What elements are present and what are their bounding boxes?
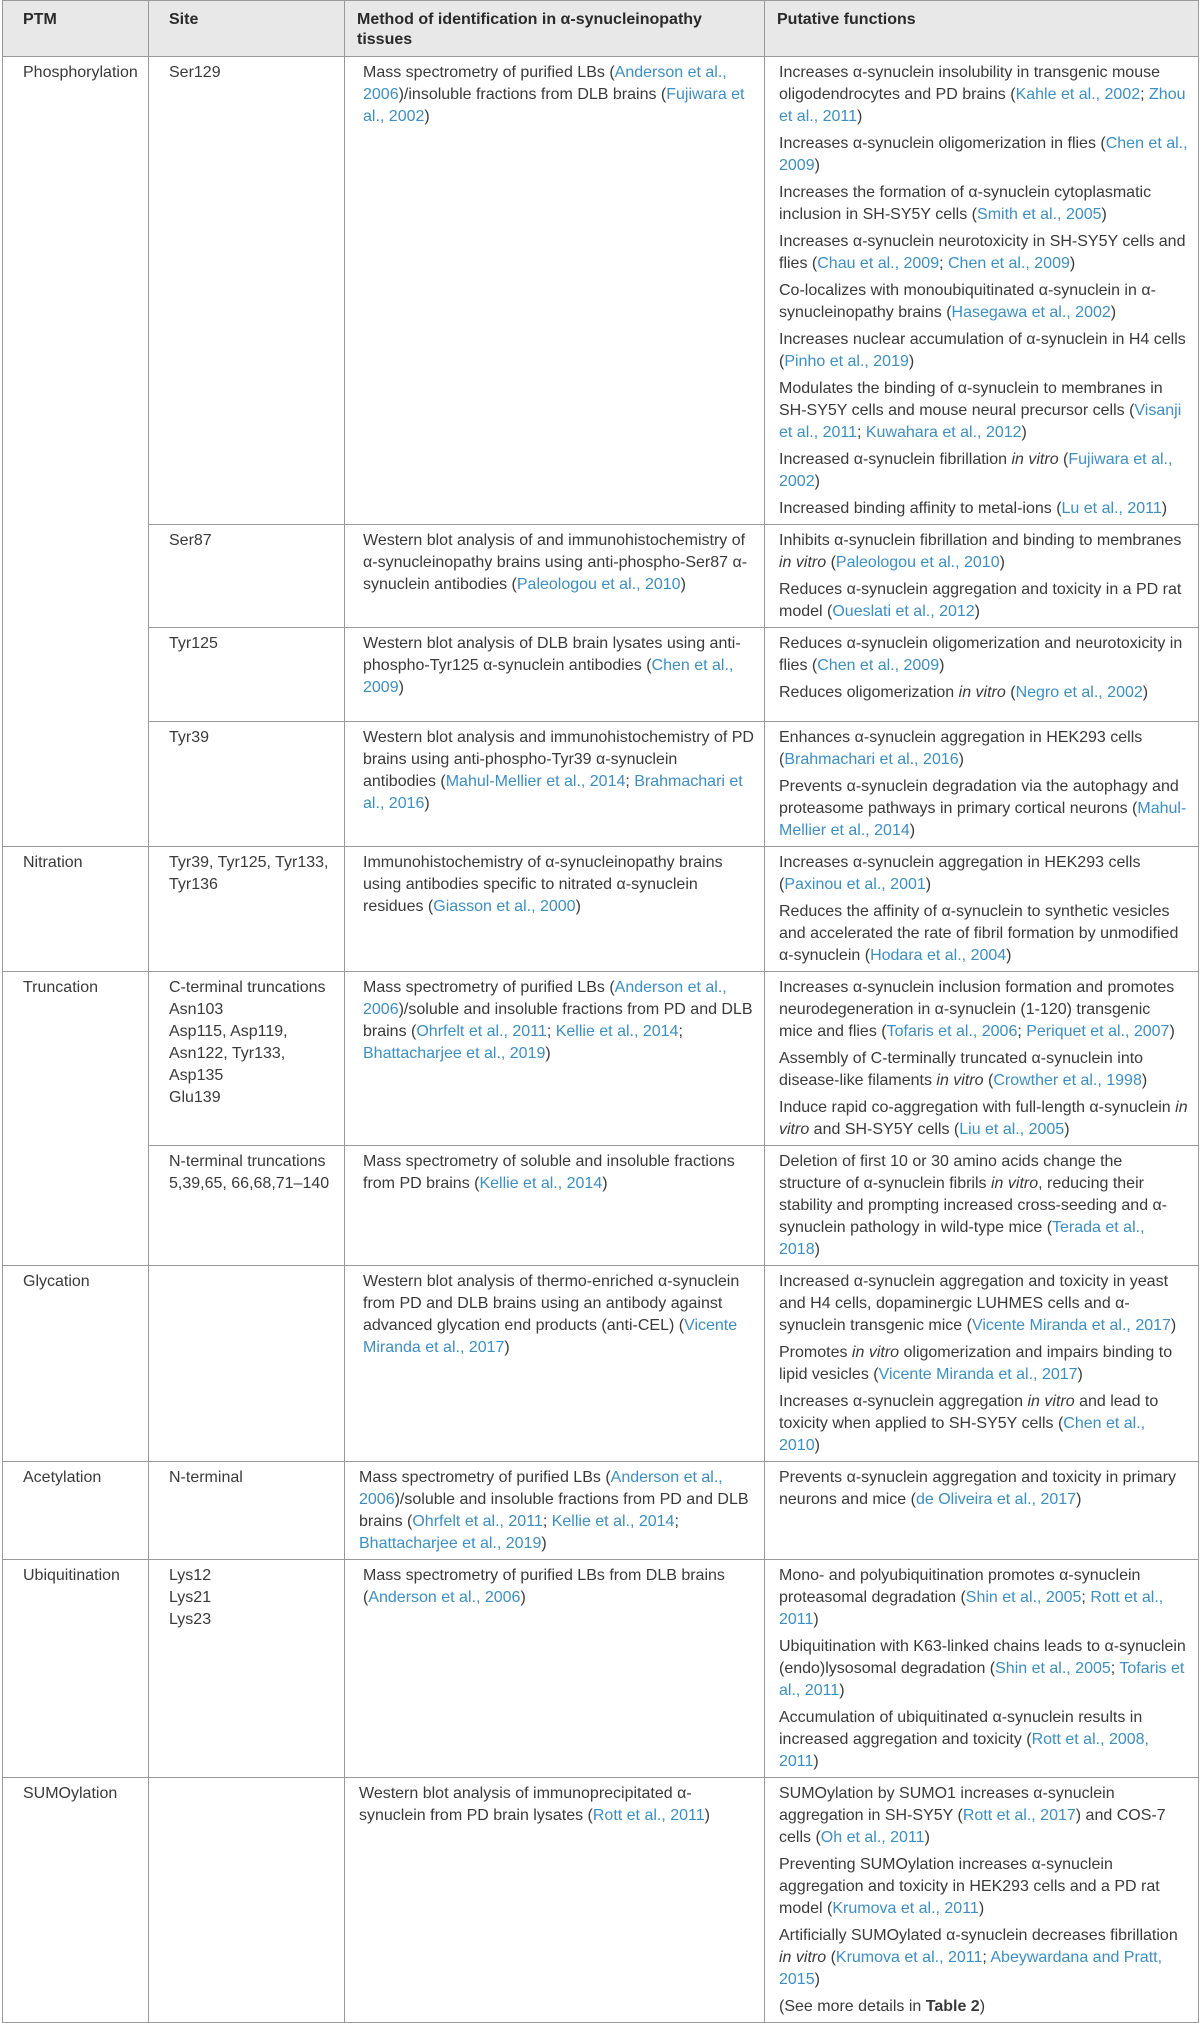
cell-text: ) [398,679,404,696]
cell-text: ) and COS-7 cells ( [779,1807,1166,1846]
cell-text: Prevents α-synuclein degradation via the autophagy and proteasome pathways in primary cortical neurons ( [779,778,1179,817]
cell-text: Increased α-synuclein aggregation and toxicity in yeast and H4 cells, dopaminergic LUHMES cells and α-synuclein transgenic mice ( [779,1273,1169,1334]
cell-text: Western blot analysis of DLB brain lysates using anti-phospho-Tyr125 α-synuclein antibodies ( [363,635,741,674]
cell-text: ; [674,1513,679,1530]
function-item [779,1048,1188,1092]
cell-text: ; [856,424,866,441]
citation[interactable]: Pinho et al., 2019 [784,353,909,370]
cell-text: oligomerization and impairs binding to lipid vesicles ( [779,1344,1173,1383]
cell-text: Preventing SUMOylation increases α-synuclein aggregation and toxicity in HEK293 cells and a PD rat model ( [779,1856,1160,1917]
cell-text: ) [814,1241,820,1258]
cell-text: ( [983,1072,994,1089]
cell-text: ) [545,1045,551,1062]
citation[interactable]: Paleologou et al., 2010 [516,576,681,593]
cell-text: ) [575,898,581,915]
citation[interactable]: Ohrfelt et al., 2011 [412,1513,543,1530]
cell-text: Increases α-synuclein aggregation [779,1393,1028,1410]
functions-cell [765,722,1199,847]
citation[interactable]: Krumova et al., 2011 [832,1900,979,1917]
cell-text: Mono- and polyubiquitination promotes α-synuclein proteasomal degradation ( [779,1567,1141,1606]
method-cell [345,1462,765,1560]
functions-cell [765,1560,1199,1778]
citation[interactable]: Chen et al., 2009 [779,135,1188,174]
cell-text: Enhances α-synuclein aggregation in HEK293 cells ( [779,729,1143,768]
ptm-cell: SUMOylation [3,1778,149,2023]
header-site: Site [149,1,345,57]
functions-cell [765,1146,1199,1266]
citation[interactable]: Fujiwara et al., 2002 [363,86,745,125]
function-item [779,1271,1188,1337]
citation[interactable]: Krumova et al., 2011 [835,1949,983,1966]
citation[interactable]: Kahle et al., 2002 [1015,86,1141,103]
citation[interactable]: Kuwahara et al., 2012 [865,424,1022,441]
cell-text: ; [542,1513,552,1530]
citation[interactable]: Lu et al., 2011 [1061,500,1162,517]
citation[interactable]: Mahul-Mellier et al., 2014 [779,800,1187,839]
cell-text: Assembly of C-terminally truncated α-synuclein into disease-like filaments [779,1050,1144,1089]
cell-text: ; [1017,1023,1027,1040]
function-item [779,449,1188,493]
cell-text: ; [1140,86,1150,103]
function-item [779,727,1188,771]
citation[interactable]: Brahmachari et al., 2016 [784,751,959,768]
cell-text: ) [424,795,430,812]
header-method: Method of identification in α-synucleinopathy tissues [345,1,765,57]
site-cell: Tyr39 [149,722,345,847]
cell-text: Mass spectrometry of purified LBs ( [363,979,615,996]
cell-text: ) [839,1682,845,1699]
cell-text: Prevents α-synuclein aggregation and toxicity in primary neurons and mice ( [779,1469,1176,1508]
header-ptm: PTM [3,1,149,57]
cell-text: Reduces α-synuclein oligomerization and neurotoxicity in flies ( [779,635,1183,674]
cell-text: and lead to toxicity when applied to SH-SY5Y cells ( [779,1393,1159,1432]
cell-text: Promotes [779,1344,852,1361]
citation[interactable]: Anderson et al., 2006 [359,1469,723,1508]
citation[interactable]: Brahmachari et al., 2016 [363,773,743,812]
cell-text: Western blot analysis and immunohistochemistry of PD brains using anti-phospho-Tyr39 α-synuclein antibodies ( [363,729,754,790]
cell-text: Immunohistochemistry of α-synucleinopathy brains using antibodies specific to nitrated α-synuclein residues ( [363,854,723,915]
cell-text: ) [1161,500,1168,517]
site-cell: Tyr125 [149,628,345,722]
cell-text: ) [1101,206,1107,223]
function-item [779,1342,1188,1386]
site-cell: N-terminal [149,1462,345,1560]
cell-text: Mass spectrometry of purified LBs from DLB brains ( [363,1567,725,1606]
table-row [3,722,1199,847]
italic-text: in vitro [958,684,1006,701]
function-item [779,776,1188,842]
italic-text: in vitro [936,1072,984,1089]
citation[interactable]: de Oliveira et al., 2017 [915,1491,1077,1508]
function-item [779,1996,1188,2018]
function-item [779,1925,1188,1991]
cell-text: ) [978,1900,985,1917]
cell-text: ) [1169,1023,1175,1040]
citation[interactable]: Crowther et al., 1998 [993,1072,1142,1089]
citation[interactable]: Kellie et al., 2014 [555,1023,679,1040]
cell-text: ; [546,1023,556,1040]
citation[interactable]: Bhattacharjee et al., 2019 [363,1045,546,1062]
citation[interactable]: Rott et al., 2008, 2011 [779,1731,1149,1770]
citation[interactable]: Negro et al., 2002 [1015,684,1143,701]
cell-text: Increases the formation of α-synuclein cytoplasmatic inclusion in SH-SY5Y cells ( [779,184,1152,223]
function-item [779,1097,1188,1141]
citation[interactable]: Vicente Miranda et al., 2017 [878,1366,1078,1383]
cell-text: ) [999,554,1005,571]
table-row [3,628,1199,722]
cell-text: ) [1069,255,1076,272]
cell-text: ) [974,603,980,620]
cell-text: ; [678,1023,683,1040]
citation[interactable]: Chen et al., 2010 [779,1415,1146,1454]
cell-text: ) [979,1998,986,2015]
citation[interactable]: Anderson et al., 2006 [363,64,727,103]
italic-text: in vitro [779,1099,1188,1138]
table-row [3,1462,1199,1560]
function-item [779,852,1188,896]
cell-text: ) [602,1175,608,1192]
site-cell [149,1778,345,2023]
method-cell [345,1146,765,1266]
functions-cell [765,628,1199,722]
cell-text: ) [680,576,686,593]
cell-text: )/soluble and insoluble fractions from PD and DLB brains ( [363,1001,753,1040]
cell-text: Induce rapid co-aggregation with full-length α-synuclein [779,1099,1176,1116]
citation[interactable]: Chen et al., 2009 [363,657,734,696]
citation[interactable]: Hasegawa et al., 2002 [951,304,1111,321]
cell-text: Modulates the binding of α-synuclein to membranes in SH-SY5Y cells and mouse neural precursor cells ( [779,380,1163,419]
cell-text: Reduces α-synuclein aggregation and toxicity in a PD rat model ( [779,581,1182,620]
cell-text: ) [814,157,820,174]
cell-text: ) [814,473,820,490]
cell-text: ) [925,876,932,893]
citation[interactable]: Rott et al., 2011 [592,1807,705,1824]
cell-text: Increased α-synuclein fibrillation [779,451,1012,468]
cell-text: ) [424,108,430,125]
site-line: 5,39,65, 66,68,71–140 [169,1175,330,1192]
header-row [3,1,1199,57]
table-row [3,1560,1199,1778]
cell-text: Western blot analysis of thermo-enriched α-synuclein from PD and DLB brains using an antibody against advanced glycation end products (anti-CEL) ( [363,1273,740,1334]
cell-text: ( [1005,684,1016,701]
citation[interactable]: Periquet et al., 2007 [1026,1023,1170,1040]
cell-text: Increases α-synuclein insolubility in transgenic mouse oligodendrocytes and PD brains ( [779,64,1160,103]
cell-text: ; [1110,1660,1120,1677]
function-item [779,378,1188,444]
cell-text: ) [704,1807,710,1824]
cell-text: ) [1110,304,1117,321]
site-cell: Ser129 [149,57,345,525]
site-line: Asn103 [169,1001,224,1018]
table-row [3,972,1199,1146]
cell-text: Deletion of first 10 or 30 amino acids change the structure of α-synuclein fibrils [779,1153,1123,1192]
cell-text: )/soluble and insoluble fractions from PD and DLB brains ( [359,1491,749,1530]
ptm-cell: Truncation [3,972,149,1266]
function-item [779,329,1188,373]
cell-text: ) [924,1829,930,1846]
method-cell [345,525,765,628]
cell-text: Increased binding affinity to metal-ions ( [779,500,1062,517]
italic-text: in vitro [990,1175,1039,1192]
cell-text: ) [939,657,945,674]
ptm-cell: Phosphorylation [3,57,149,847]
cell-text: ) [541,1535,547,1552]
cell-text: ) [856,108,863,125]
ptm-cell: Glycation [3,1266,149,1462]
cell-text: Mass spectrometry of purified LBs ( [359,1469,611,1486]
cell-text: ) [909,822,916,839]
citation[interactable]: Tofaris et al., 2006 [886,1023,1018,1040]
citation[interactable]: Zhou et al., 2011 [779,86,1186,125]
method-cell [345,628,765,722]
cell-text: Accumulation of ubiquitinated α-synuclein results in increased aggregation and toxicity ( [779,1709,1143,1748]
cell-text: ) [1021,424,1027,441]
function-item [779,977,1188,1043]
site-line: C-terminal truncations [169,979,326,996]
cell-text: (See more details in [779,1998,926,2015]
cell-text: Artificially SUMOylated α-synuclein decreases fibrillation [779,1927,1178,1944]
cell-text: ( [826,1949,836,1966]
cell-text: ) [1077,1366,1083,1383]
header-functions: Putative functions [765,1,1199,57]
cell-text: ; [1081,1589,1091,1606]
function-item [779,133,1188,177]
site-line: N-terminal truncations [169,1153,326,1170]
citation[interactable]: Fujiwara et al., 2002 [779,451,1173,490]
citation[interactable]: Vicente Miranda et al., 2017 [363,1317,738,1356]
function-item [779,498,1188,520]
cell-text: )/insoluble fractions from DLB brains ( [398,86,667,103]
function-item [779,530,1188,574]
cell-text: SUMOylation by SUMO1 increases α-synuclein aggregation in SH-SY5Y ( [779,1785,1115,1824]
citation[interactable]: Hodara et al., 2004 [870,947,1007,964]
cell-text: ) [1076,1491,1082,1508]
citation[interactable]: Mahul-Mellier et al., 2014 [445,773,626,790]
function-item [779,1707,1188,1773]
site-line: Lys23 [169,1611,212,1628]
method-cell [345,1560,765,1778]
cell-text: Western blot analysis of immunoprecipitated α-synuclein from PD brain lysates ( [359,1785,692,1824]
citation[interactable]: Smith et al., 2005 [977,206,1102,223]
citation[interactable]: Shin et al., 2005 [995,1660,1111,1677]
method-cell [345,1266,765,1462]
method-cell [345,972,765,1146]
citation[interactable]: Paleologou et al., 2010 [835,554,1000,571]
cell-text: ( [1058,451,1069,468]
cell-text: Mass spectrometry of soluble and insoluble fractions from PD brains ( [363,1153,735,1192]
cell-text: ) [958,751,964,768]
site-cell [149,1560,345,1778]
method-cell [345,722,765,847]
cell-text: ) [908,353,915,370]
table-row [3,1778,1199,2023]
cell-text: ) [520,1589,526,1606]
method-cell [345,847,765,972]
cell-text: Inhibits α-synuclein fibrillation and binding to membranes [779,532,1182,549]
citation[interactable]: Kellie et al., 2014 [551,1513,675,1530]
cell-text: Increases α-synuclein oligomerization in flies ( [779,135,1106,152]
function-item [779,901,1188,967]
table-row [3,57,1199,525]
citation[interactable]: Rott et al., 2017 [962,1807,1076,1824]
citation[interactable]: Paxinou et al., 2001 [784,876,926,893]
site-cell: Tyr39, Tyr125, Tyr133, Tyr136 [149,847,345,972]
citation[interactable]: Chen et al., 2009 [817,657,940,674]
ptm-table-container [2,0,1198,2023]
function-item [779,182,1188,226]
function-item [779,1636,1188,1702]
table-row [3,1266,1199,1462]
citation[interactable]: Chau et al., 2009 [817,255,940,272]
cell-text: ) [1006,947,1012,964]
citation[interactable]: Oh et al., 2011 [820,1829,925,1846]
table-row [3,847,1199,972]
cell-text: , reducing their stability and prompting increased cross-seeding and α-synuclein pathology in wild-type mice ( [779,1175,1168,1236]
cell-text: ) [504,1339,510,1356]
method-cell [345,1778,765,2023]
cell-text: ; [982,1949,991,1966]
method-cell [345,57,765,525]
citation[interactable]: Anderson et al., 2006 [363,979,727,1018]
table-row [3,525,1199,628]
function-item [779,1467,1188,1511]
table-row [3,1146,1199,1266]
function-item [779,682,1188,704]
cell-text: ) [1064,1121,1070,1138]
site-line: Lys12 [169,1567,212,1584]
cell-text: ; [939,255,948,272]
functions-cell [765,1266,1199,1462]
citation[interactable]: Giasson et al., 2000 [433,898,576,915]
cell-text: ) [814,1437,820,1454]
function-item [779,280,1188,324]
citation[interactable]: Oueslati et al., 2012 [832,603,975,620]
citation[interactable]: Bhattacharjee et al., 2019 [359,1535,542,1552]
cell-text: Western blot analysis of and immunohistochemistry of α-synucleinopathy brains using anti-phospho-Ser87 α-synuclein antibodies ( [363,532,748,593]
citation[interactable]: Abeywardana and Pratt, 2015 [779,1949,1163,1988]
citation[interactable]: Anderson et al., 2006 [368,1589,521,1606]
italic-text: in vitro [851,1344,900,1361]
cell-text: ; [625,773,635,790]
italic-text: in vitro [779,1949,827,1966]
ptm-table [2,0,1199,2023]
site-cell: Ser87 [149,525,345,628]
cell-text: and SH-SY5Y cells ( [809,1121,960,1138]
citation[interactable]: Rott et al., 2011 [779,1589,1164,1628]
cell-text: ) [814,1971,820,1988]
functions-cell [765,1778,1199,2023]
citation[interactable]: Chen et al., 2009 [948,255,1070,272]
italic-text: in vitro [1011,451,1059,468]
cell-text: Increases α-synuclein aggregation in HEK293 cells ( [779,854,1141,893]
cell-text: Increases nuclear accumulation of α-synuclein in H4 cells ( [779,331,1186,370]
table-reference: Table 2 [925,1998,980,2015]
ptm-cell: Ubiquitination [3,1560,149,1778]
function-item [779,1391,1188,1457]
function-item [779,1854,1188,1920]
functions-cell [765,525,1199,628]
site-line: Glu139 [169,1089,221,1106]
cell-text: Increases α-synuclein inclusion formation and promotes neurodegeneration in α-synuclein (1-120) transgenic mice and flies ( [779,979,1175,1040]
function-item [779,579,1188,623]
cell-text: Reduces oligomerization [779,684,959,701]
cell-text: ) [1170,1317,1177,1334]
site-cell [149,972,345,1146]
functions-cell [765,972,1199,1146]
citation[interactable]: Shin et al., 2005 [965,1589,1082,1606]
ptm-cell: Acetylation [3,1462,149,1560]
cell-text: ) [813,1611,819,1628]
site-cell [149,1266,345,1462]
citation[interactable]: Kellie et al., 2014 [479,1175,603,1192]
italic-text: in vitro [779,554,827,571]
cell-text: ( [826,554,836,571]
site-line: Lys21 [169,1589,212,1606]
functions-cell [765,847,1199,972]
functions-cell [765,1462,1199,1560]
cell-text: ) [813,1753,819,1770]
citation[interactable]: Liu et al., 2005 [959,1121,1065,1138]
function-item [779,633,1188,677]
cell-text: Reduces the affinity of α-synuclein to synthetic vesicles and accelerated the rate of fibril formation by unmodified α-synuclein ( [779,903,1179,964]
site-line: Asp115, Asp119, Asn122, Tyr133, Asp135 [169,1023,288,1084]
citation[interactable]: Tofaris et al., 2011 [779,1660,1185,1699]
cell-text: Co-localizes with monoubiquitinated α-synuclein in α-synucleinopathy brains ( [779,282,1156,321]
cell-text: ) [1141,1072,1148,1089]
function-item [779,1565,1188,1631]
functions-cell [765,57,1199,525]
ptm-cell: Nitration [3,847,149,972]
citation[interactable]: Ohrfelt et al., 2011 [416,1023,547,1040]
citation[interactable]: Vicente Miranda et al., 2017 [971,1317,1171,1334]
function-item [779,1783,1188,1849]
citation[interactable]: Visanji et al., 2011 [779,402,1182,441]
site-cell [149,1146,345,1266]
italic-text: in vitro [1027,1393,1075,1410]
cell-text: Increases α-synuclein neurotoxicity in SH-SY5Y cells and flies ( [779,233,1186,272]
cell-text: Ubiquitination with K63-linked chains leads to α-synuclein (endo)lysosomal degradation ( [779,1638,1186,1677]
cell-text: ) [1142,684,1149,701]
function-item [779,231,1188,275]
cell-text: Mass spectrometry of purified LBs ( [363,64,615,81]
function-item [779,1151,1188,1261]
function-item [779,62,1188,128]
citation[interactable]: Terada et al., 2018 [779,1219,1145,1258]
